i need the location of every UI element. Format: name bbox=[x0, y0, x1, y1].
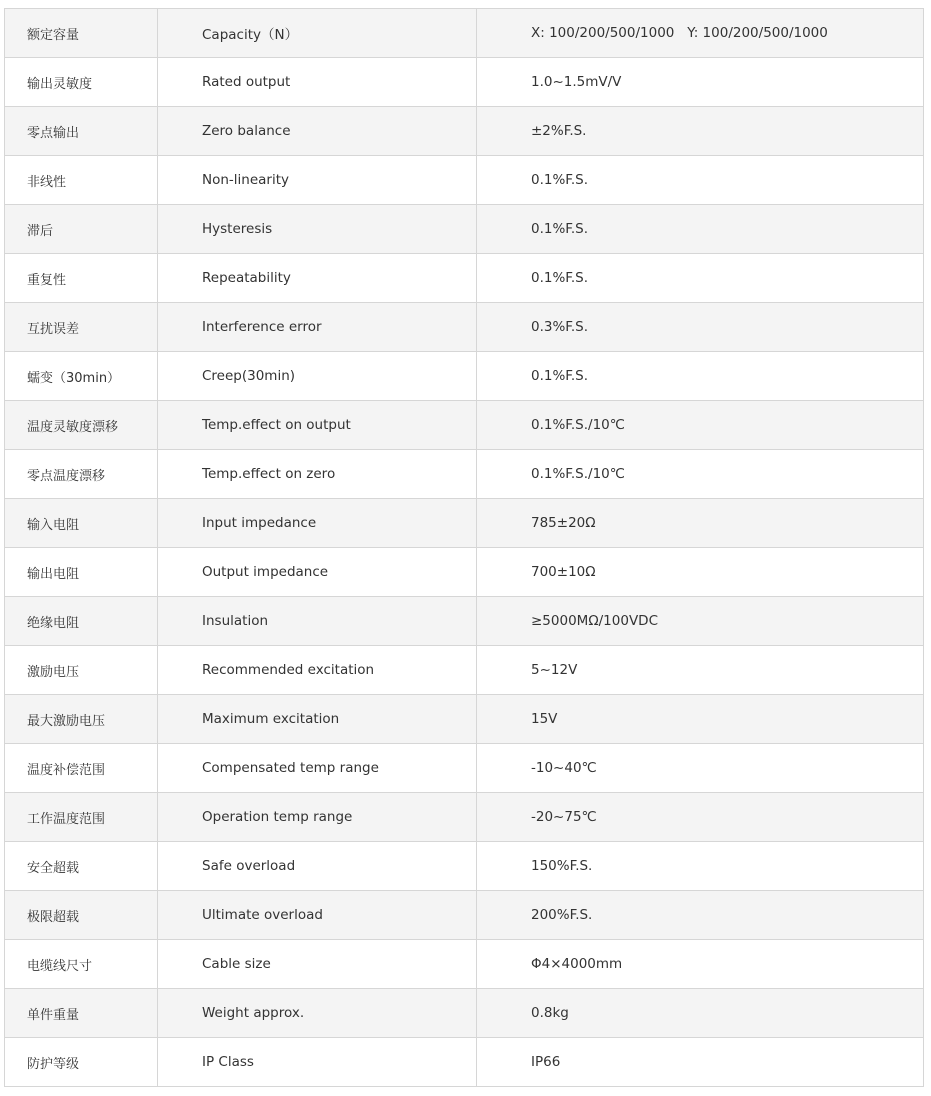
table-row bbox=[5, 401, 924, 450]
spec-name-en: Cable size bbox=[158, 940, 477, 989]
table-row bbox=[5, 205, 924, 254]
spec-name-en: Rated output bbox=[158, 58, 477, 107]
spec-name-en: Compensated temp range bbox=[158, 744, 477, 793]
table-row bbox=[5, 989, 924, 1038]
spec-name-en: Interference error bbox=[158, 303, 477, 352]
spec-value: 5~12V bbox=[477, 646, 924, 695]
spec-name-en: Operation temp range bbox=[158, 793, 477, 842]
spec-value: 0.1%F.S. bbox=[477, 205, 924, 254]
spec-name-cn: 非线性 bbox=[5, 156, 158, 205]
spec-name-cn: 输出电阻 bbox=[5, 548, 158, 597]
spec-value: Φ4×4000mm bbox=[477, 940, 924, 989]
spec-name-en: Temp.effect on output bbox=[158, 401, 477, 450]
spec-value: 200%F.S. bbox=[477, 891, 924, 940]
spec-name-en: Hysteresis bbox=[158, 205, 477, 254]
table-row bbox=[5, 156, 924, 205]
spec-name-en: Maximum excitation bbox=[158, 695, 477, 744]
spec-name-en: Weight approx. bbox=[158, 989, 477, 1038]
spec-name-en: Recommended excitation bbox=[158, 646, 477, 695]
spec-name-en: Repeatability bbox=[158, 254, 477, 303]
spec-name-cn: 电缆线尺寸 bbox=[5, 940, 158, 989]
spec-name-cn: 绝缘电阻 bbox=[5, 597, 158, 646]
spec-value: 0.3%F.S. bbox=[477, 303, 924, 352]
spec-name-cn: 零点输出 bbox=[5, 107, 158, 156]
table-row bbox=[5, 303, 924, 352]
table-row bbox=[5, 695, 924, 744]
table-row bbox=[5, 744, 924, 793]
table-row bbox=[5, 499, 924, 548]
spec-value: 0.1%F.S. bbox=[477, 156, 924, 205]
spec-value: 150%F.S. bbox=[477, 842, 924, 891]
table-row bbox=[5, 352, 924, 401]
table-row bbox=[5, 450, 924, 499]
spec-name-cn: 互扰误差 bbox=[5, 303, 158, 352]
spec-name-en: Insulation bbox=[158, 597, 477, 646]
spec-value: -10~40℃ bbox=[477, 744, 924, 793]
spec-value: 0.1%F.S. bbox=[477, 352, 924, 401]
table-row bbox=[5, 793, 924, 842]
spec-name-cn: 滞后 bbox=[5, 205, 158, 254]
spec-value: 0.1%F.S. bbox=[477, 254, 924, 303]
spec-value: 785±20Ω bbox=[477, 499, 924, 548]
spec-name-cn: 激励电压 bbox=[5, 646, 158, 695]
spec-name-en: Safe overload bbox=[158, 842, 477, 891]
spec-name-en: Creep(30min) bbox=[158, 352, 477, 401]
table-row bbox=[5, 842, 924, 891]
spec-table-body bbox=[5, 9, 924, 1087]
spec-name-cn: 最大激励电压 bbox=[5, 695, 158, 744]
spec-value: 15V bbox=[477, 695, 924, 744]
table-row bbox=[5, 548, 924, 597]
spec-value: 1.0~1.5mV/V bbox=[477, 58, 924, 107]
spec-value: 0.8kg bbox=[477, 989, 924, 1038]
table-row bbox=[5, 597, 924, 646]
spec-name-cn: 额定容量 bbox=[5, 9, 158, 58]
spec-name-cn: 安全超载 bbox=[5, 842, 158, 891]
spec-name-en: Output impedance bbox=[158, 548, 477, 597]
spec-name-cn: 蠕变（30min） bbox=[5, 352, 158, 401]
spec-name-cn: 重复性 bbox=[5, 254, 158, 303]
spec-name-en: IP Class bbox=[158, 1038, 477, 1087]
table-row bbox=[5, 58, 924, 107]
spec-name-cn: 温度补偿范围 bbox=[5, 744, 158, 793]
spec-name-cn: 输入电阻 bbox=[5, 499, 158, 548]
spec-name-cn: 零点温度漂移 bbox=[5, 450, 158, 499]
table-row bbox=[5, 940, 924, 989]
spec-name-cn: 输出灵敏度 bbox=[5, 58, 158, 107]
table-row bbox=[5, 891, 924, 940]
table-row bbox=[5, 107, 924, 156]
spec-name-en: Temp.effect on zero bbox=[158, 450, 477, 499]
spec-name-en: Ultimate overload bbox=[158, 891, 477, 940]
spec-value: ±2%F.S. bbox=[477, 107, 924, 156]
table-row bbox=[5, 646, 924, 695]
table-row bbox=[5, 1038, 924, 1087]
spec-name-en: Zero balance bbox=[158, 107, 477, 156]
spec-value: 0.1%F.S./10℃ bbox=[477, 401, 924, 450]
spec-name-en: Capacity（N） bbox=[158, 9, 477, 58]
spec-value: ≥5000MΩ/100VDC bbox=[477, 597, 924, 646]
spec-name-cn: 单件重量 bbox=[5, 989, 158, 1038]
spec-name-cn: 工作温度范围 bbox=[5, 793, 158, 842]
spec-name-cn: 极限超载 bbox=[5, 891, 158, 940]
table-row bbox=[5, 254, 924, 303]
spec-value: -20~75℃ bbox=[477, 793, 924, 842]
spec-table bbox=[4, 8, 924, 1087]
table-row bbox=[5, 9, 924, 58]
spec-value: X: 100/200/500/1000 Y: 100/200/500/1000 bbox=[477, 9, 924, 58]
spec-name-cn: 温度灵敏度漂移 bbox=[5, 401, 158, 450]
spec-name-en: Input impedance bbox=[158, 499, 477, 548]
spec-value: 700±10Ω bbox=[477, 548, 924, 597]
spec-value: 0.1%F.S./10℃ bbox=[477, 450, 924, 499]
spec-value: IP66 bbox=[477, 1038, 924, 1087]
spec-name-cn: 防护等级 bbox=[5, 1038, 158, 1087]
spec-name-en: Non-linearity bbox=[158, 156, 477, 205]
